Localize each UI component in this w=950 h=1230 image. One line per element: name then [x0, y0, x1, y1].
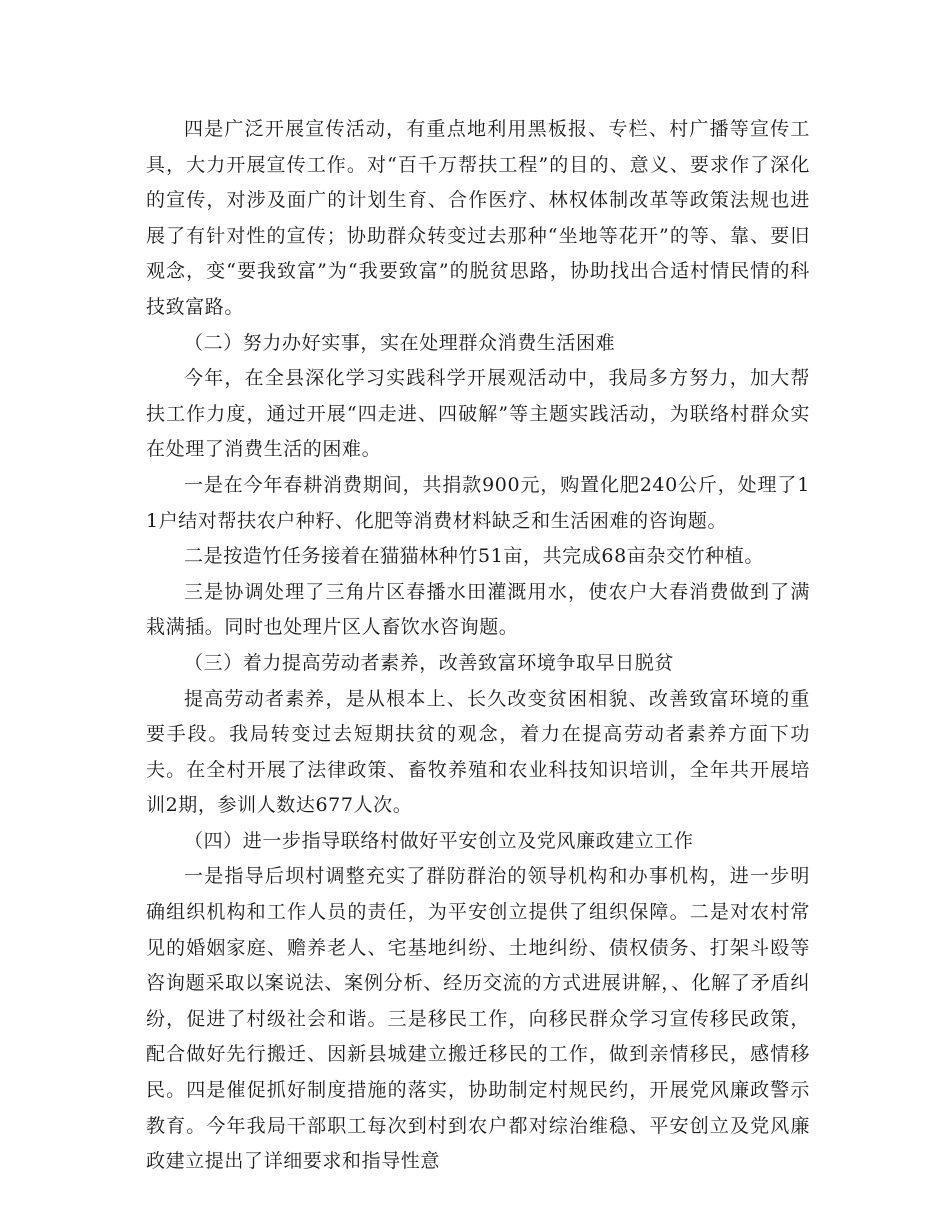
section-heading-2: （二）努力办好实事，实在处理群众消费生活困难: [184, 331, 616, 354]
document-body: [146, 112, 810, 1180]
paragraph-safety: 一是指导后坝村调整充实了群防群治的领导机构和办事机构，进一步明确组织机构和工作人员的责任，为平安创立提供了组织保障。二是对农村常见的婚姻家庭、赡养老人、宅基地纠纷、土地纠纷、债权债务、打架斗殴等咨询题采取以案说法、案例分析、经历交流的方式进展讲解，、化解了矛盾纠纷，促进了村级社会和谐。三是移民工作，向移民群众学习宣传移民政策，配合做好先行搬迁、因新县城建立搬迁移民的工作，做到亲情移民，感情移民。四是催促抓好制度措施的落实，协助制定村规民约，开展党风廉政警示教育。今年我局干部职工每次到村到农户都对综治维稳、平安创立及党风廉政建立提出了详细要求和指导性意: [146, 865, 810, 1173]
paragraph-publicity: 四是广泛开展宣传活动，有重点地利用黑板报、专栏、村广播等宣传工具，大力开展宣传工作。对“百千万帮扶工程”的目的、意义、要求作了深化的宣传，对涉及面广的计划生育、合作医疗、林权体制改革等政策法规也进展了有针对性的宣传；协助群众转变过去那种“坐地等花开”的等、靠、要旧观念，变“要我致富”为“我要致富”的脱贫思路，协助找出合适村情民情的科技致富路。: [146, 118, 810, 318]
paragraph-irrigation: 三是协调处理了三角片区春播水田灌溉用水，使农户大春消费做到了满栽满插。同时也处理片区人畜饮水咨询题。: [146, 580, 810, 639]
section-heading-3: （三）着力提高劳动者素养，改善致富环境争取早日脱贫: [184, 651, 675, 674]
paragraph-training: 提高劳动者素养，是从根本上、长久改变贫困相貌、改善致富环境的重要手段。我局转变过去短期扶贫的观念，着力在提高劳动者素养方面下功夫。在全村开展了法律政策、畜牧养殖和农业科技知识培训，全年共开展培训2期，参训人数达677人次。: [146, 687, 810, 817]
paragraph-practical-work: 今年，在全县深化学习实践科学开展观活动中，我局多方努力，加大帮扶工作力度，通过开展“四走进、四破解”等主题实践活动，为联络村群众实在处理了消费生活的困难。: [146, 367, 810, 461]
paragraph-donation: 一是在今年春耕消费期间，共捐款900元，购置化肥240公斤，处理了11户结对帮扶农户种籽、化肥等消费材料缺乏和生活困难的咨询题。: [146, 473, 810, 532]
paragraph-bamboo: 二是按造竹任务接着在猫猫林种竹51亩，共完成68亩杂交竹种植。: [184, 545, 764, 568]
section-heading-4: （四）进一步指导联络村做好平安创立及党风廉政建立工作: [184, 829, 694, 852]
